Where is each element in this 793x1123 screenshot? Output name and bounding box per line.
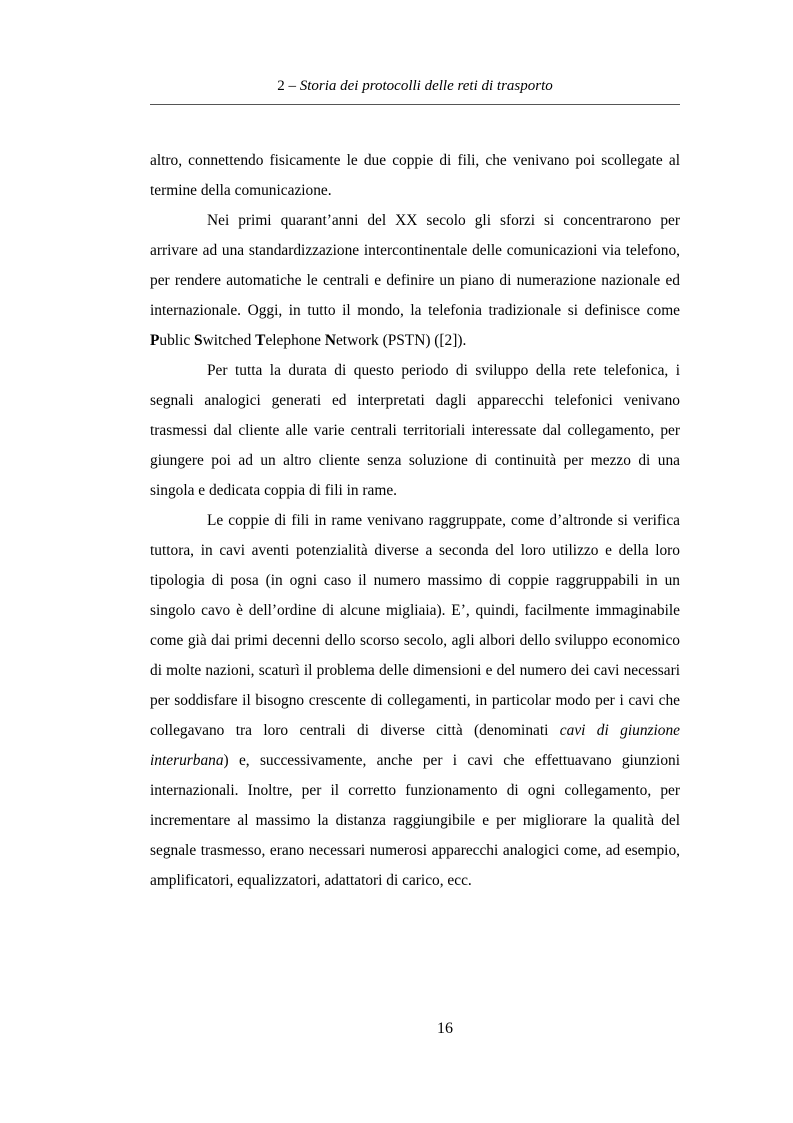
paragraph-3: Per tutta la durata di questo periodo di sviluppo della rete telefonica, i segnali analogici generati ed interpretati dagli apparecchi telefonici venivano trasmessi dal cliente alle varie centrali territoriali interessate dal collegamento, per giungere poi ad un altro cliente senza soluzione di continuità per mezzo di una singola e dedicata coppia di fili in rame. — [150, 362, 680, 499]
acronym-letter-p: P — [150, 332, 160, 349]
acronym-word-telephone: elephone — [265, 332, 325, 349]
acronym-word-public: ublic — [159, 332, 195, 349]
italic-term: cavi di giunzione interurbana — [150, 722, 680, 769]
paragraph-4-text-end: ) e, successivamente, anche per i cavi che effettuavano giunzioni internazionali. Inoltre, per il corretto funzionamento di ogni collegamento, per incrementare al massimo la distanza raggiungibile e per migliorare la qualità del segnale trasmesso, erano necessari numerosi apparecchi analogici come, ad esempio, amplificatori, equalizzatori, adattatori di carico, ecc. — [150, 752, 680, 889]
paragraph-2 — [150, 206, 680, 356]
page-number: 16 — [437, 1020, 453, 1037]
paragraph-2-text: Nei primi quarant’anni del XX secolo gli sforzi si concentrarono per arrivare ad una standardizzazione intercontinentale delle comunicazioni via telefono, per rendere automatiche le centrali e definire un piano di numerazione nazionale ed internazionale. Oggi, in tutto il mondo, la telefonia tradizionale si definisce come — [150, 212, 680, 319]
acronym-letter-t: T — [255, 332, 266, 349]
paragraph-1: altro, connettendo fisicamente le due coppie di fili, che venivano poi scollegate al termine della comunicazione. — [150, 152, 680, 199]
acronym-word-switched: witched — [202, 332, 256, 349]
header-chapter-title: Storia dei protocolli delle reti di trasporto — [299, 78, 553, 94]
running-header — [150, 77, 680, 95]
acronym-letter-n: N — [324, 332, 336, 349]
paragraph-4-text: Le coppie di fili in rame venivano raggruppate, come d’altronde si verifica tuttora, in cavi aventi potenzialità diverse a seconda del loro utilizzo e della loro tipologia di posa (in ogni caso il numero massimo di coppie raggruppabili in un singolo cavo è dell’ordine di alcune migliaia). E’, quindi, facilmente immaginabile come già dai primi decenni dello scorso secolo, agli albori dello sviluppo economico di molte nazioni, scaturì il problema delle dimensioni e del numero dei cavi necessari per soddisfare il bisogno crescente di collegamenti, in particolar modo per i cavi che collegavano tra loro centrali di diverse città (denominati — [150, 512, 680, 739]
paragraph-4 — [150, 506, 680, 896]
citation: (PSTN) ([2]). — [378, 332, 467, 349]
header-chapter-number: 2 – — [277, 78, 296, 94]
body-text — [150, 146, 680, 896]
header-rule — [150, 104, 680, 105]
acronym-word-network: etwork — [335, 332, 379, 349]
acronym-letter-s: S — [194, 332, 203, 349]
